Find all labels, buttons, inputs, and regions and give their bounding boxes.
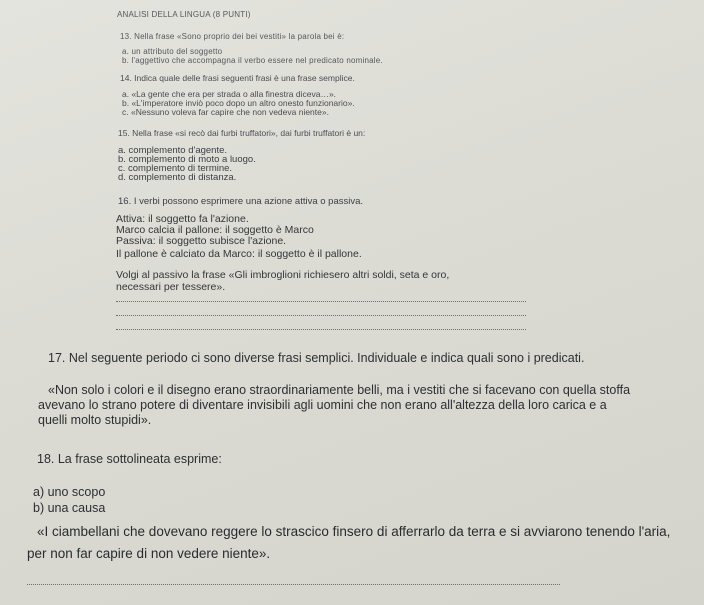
q15-option-b: b. complemento di moto a luogo. (118, 154, 256, 165)
question-15: 15. Nella frase «si recò dai furbi truffatori», dai furbi truffatori è un: (118, 128, 366, 138)
q15-option-c: c. complemento di termine. (118, 163, 233, 174)
q16-line-passive: Passiva: il soggetto subisce l'azione. (116, 235, 287, 247)
q14-option-a: a. «La gente che era per strada o alla finestra diceva…». (122, 89, 337, 99)
q14-option-c: c. «Nessuno voleva far capire che non vedeva niente». (122, 107, 329, 117)
answer-line[interactable] (116, 315, 526, 316)
answer-line[interactable] (116, 329, 526, 330)
q18-quote-line-2: per non far capire di non vedere niente». (27, 546, 271, 561)
answer-line[interactable] (27, 584, 560, 585)
q16-exercise-line-1: Volgi al passivo la frase «Gli imbroglioni richiesero altri soldi, seta e oro, (116, 269, 450, 281)
q14-option-b: b. «L'imperatore inviò poco dopo un altro onesto funzionario». (122, 98, 355, 108)
answer-line[interactable] (116, 301, 526, 302)
q18-quote-line-1: «I ciambellani che dovevano reggere lo strascico finsero di afferrarlo da terra e si avviarono tenendo l'aria, (37, 524, 671, 539)
q16-line-example-passive: Il pallone è calciato da Marco: il soggetto è il pallone. (116, 248, 362, 260)
q13-option-a: a. un attributo del soggetto (122, 47, 223, 56)
q18-option-b: b) una causa (33, 501, 106, 515)
q15-option-a: a. complemento d'agente. (118, 145, 228, 156)
question-17: 17. Nel seguente periodo ci sono diverse frasi semplici. Individuale e indica quali sono i predicati. (48, 351, 585, 365)
question-16: 16. I verbi possono esprimere una azione attiva o passiva. (118, 196, 364, 207)
question-14: 14. Indica quale delle frasi seguenti frasi è una frase semplice. (120, 73, 355, 83)
q16-exercise-line-2: necessari per tessere». (116, 281, 226, 293)
q15-option-d: d. complemento di distanza. (118, 172, 237, 183)
q18-option-a: a) uno scopo (33, 485, 106, 499)
q17-quote-line-1: «Non solo i colori e il disegno erano straordinariamente belli, ma i vestiti che si facevano con quella stoffa (48, 383, 631, 397)
section-title: ANALISI DELLA LINGUA (8 PUNTI) (117, 10, 251, 19)
q16-line-example-active: Marco calcia il pallone: il soggetto è Marco (116, 224, 314, 236)
q16-line-active: Attiva: il soggetto fa l'azione. (116, 213, 249, 225)
question-18: 18. La frase sottolineata esprime: (37, 452, 222, 466)
q17-quote-line-3: quelli molto stupidi». (38, 413, 152, 427)
q17-quote-line-2: avevano lo strano potere di diventare invisibili agli uomini che non erano all'altezza della loro carica e a (38, 398, 607, 412)
question-13: 13. Nella frase «Sono proprio dei bei vestiti» la parola bei è: (120, 32, 345, 41)
q13-option-b: b. l'aggettivo che accompagna il verbo essere nel predicato nominale. (122, 56, 383, 65)
